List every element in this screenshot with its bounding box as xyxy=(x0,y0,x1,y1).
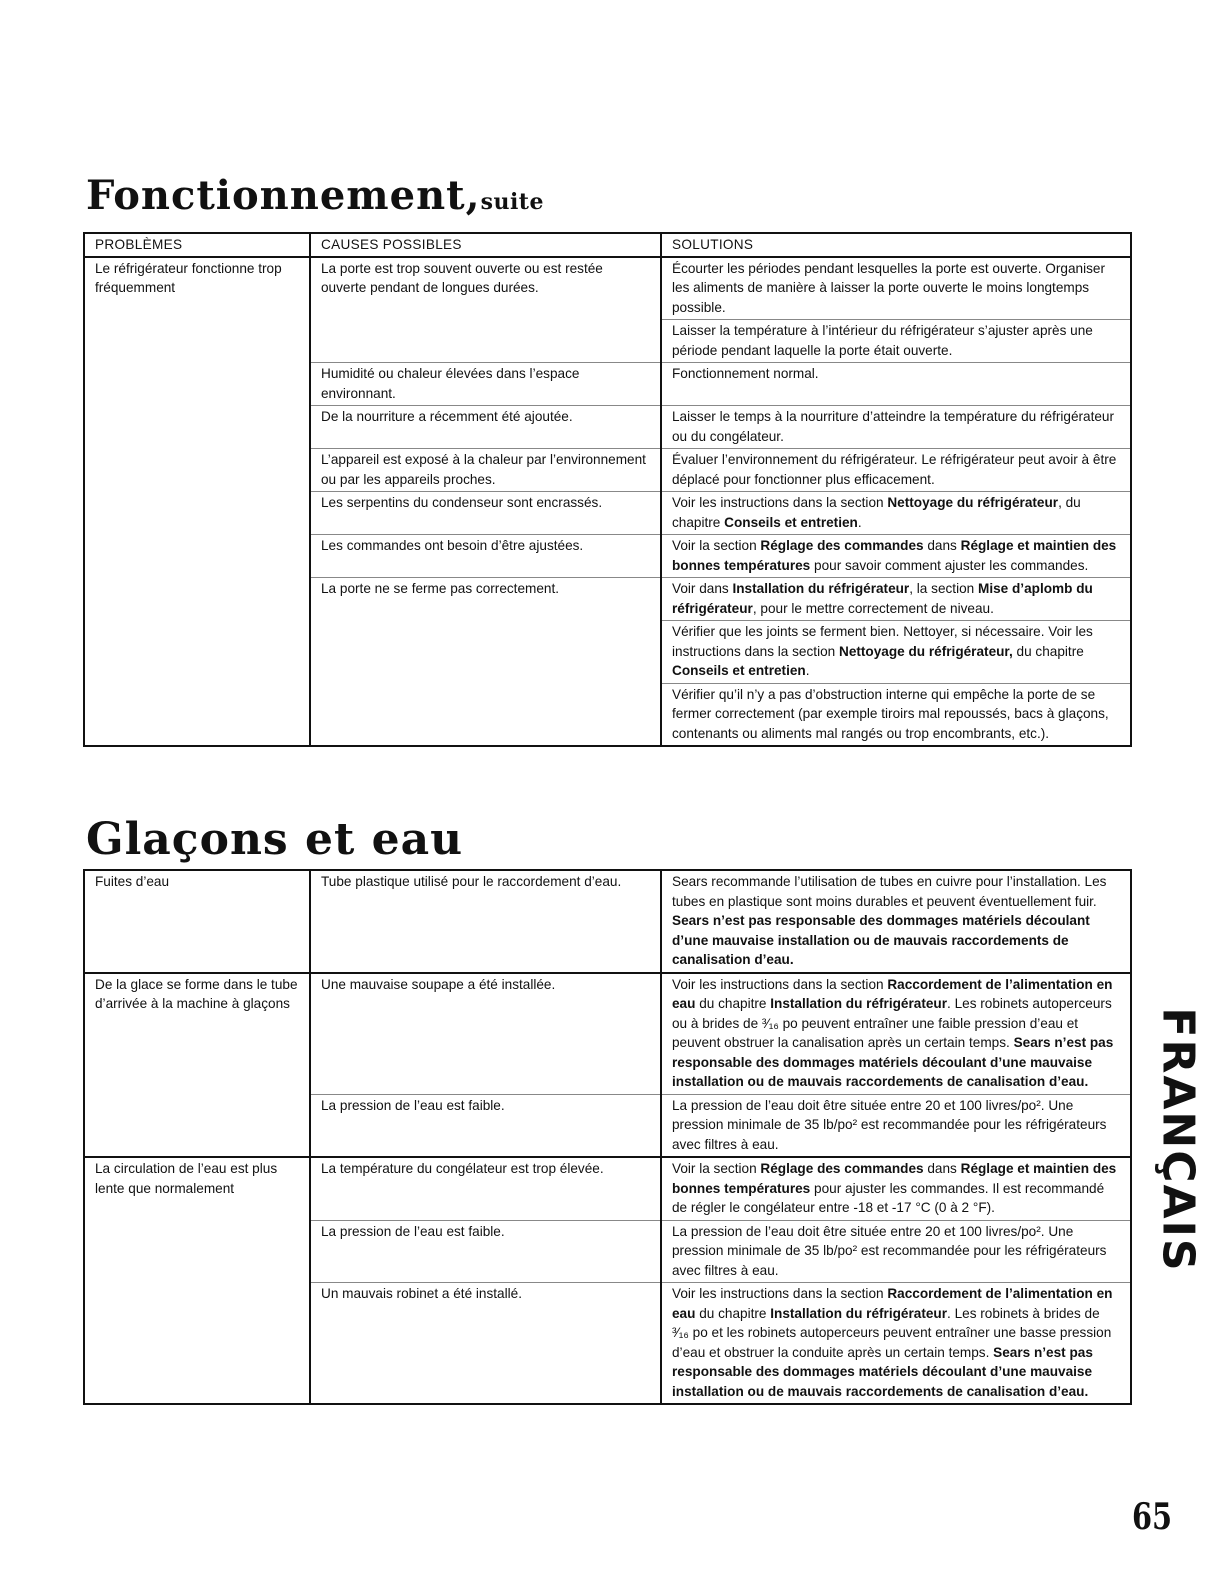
text-run: pour ajuster les commandes. Il est recommandé de régler le congélateur entre -18 et -17 °C (0 à 2 °F). xyxy=(672,1180,1105,1215)
bold-run: Réglage et maintien des bonnes températures xyxy=(672,1161,1117,1196)
table-row xyxy=(84,973,1131,1095)
text-run: Voir la section xyxy=(672,538,761,553)
text-run: , du chapitre xyxy=(672,495,1081,530)
section-title-fonctionnement xyxy=(86,172,544,219)
bold-run: Sears n’est pas responsable des dommages matériels découlant d’une mauvaise installation ou de mauvais raccordements de canalisation d’eau. xyxy=(672,1344,1093,1399)
bold-run: Sears n’est pas responsable des dommages matériels découlant d’une mauvaise installation ou de mauvais raccordements de canalisation d’eau. xyxy=(672,913,1090,967)
text-run: du chapitre xyxy=(695,996,771,1011)
solution-cell: Évaluer l’environnement du réfrigérateur. Le réfrigérateur peut avoir à être déplacé pour fonctionner plus efficacement. xyxy=(661,449,1131,492)
cause-cell: Humidité ou chaleur élevées dans l’espace environnant. xyxy=(310,363,661,406)
text-run: Voir les instructions dans la section xyxy=(672,976,888,992)
troubleshooting-table-operation xyxy=(83,232,1132,747)
troubleshooting-table-ice-water xyxy=(83,869,1132,1405)
text-run: pour savoir comment ajuster les commandes. xyxy=(810,557,1089,573)
bold-run: Conseils et entretien xyxy=(724,514,858,530)
section-title-suffix: suite xyxy=(480,189,544,215)
text-run: dans xyxy=(923,1161,961,1176)
cause-cell: La température du congélateur est trop élevée. xyxy=(310,1157,661,1220)
cause-cell: De la nourriture a récemment été ajoutée. xyxy=(310,406,661,449)
table-header-row xyxy=(84,233,1131,257)
section-title-glacons: Glaçons et eau xyxy=(86,814,464,865)
text-run: . Les robinets autoperceurs ou à brides de ³⁄₁₆ po peuvent entraîner une faible pression d’eau et peuvent obstruer la canalisation après un certain temps. xyxy=(672,996,1112,1050)
header-solutions: SOLUTIONS xyxy=(661,233,1131,257)
solution-cell xyxy=(661,1157,1131,1220)
cause-cell: La pression de l’eau est faible. xyxy=(310,1094,661,1157)
bold-run: Conseils et entretien xyxy=(672,663,806,678)
solution-cell: La pression de l’eau doit être située entre 20 et 100 livres/po². Une pression minimale de 35 lb/po² est recommandée pour les réfrigérateurs avec filtres à eau. xyxy=(661,1220,1131,1283)
cause-cell: Un mauvais robinet a été installé. xyxy=(310,1283,661,1405)
text-run: . xyxy=(857,514,862,530)
table-row xyxy=(84,1157,1131,1220)
text-run: Voir les instructions dans la section xyxy=(672,495,888,510)
text-run: , la section xyxy=(909,581,978,596)
solution-cell: Vérifier qu’il n’y a pas d’obstruction interne qui empêche la porte de se fermer correctement (par exemple tiroirs mal repoussés, bacs à glaçons, contenants ou aliments mal rangés ou trop encombrants, etc.). xyxy=(661,683,1131,746)
solution-cell: Laisser le temps à la nourriture d’atteindre la température du réfrigérateur ou du congélateur. xyxy=(661,406,1131,449)
section-title-text: Fonctionnement, xyxy=(86,172,481,219)
bold-run: Nettoyage du réfrigérateur xyxy=(887,495,1059,510)
cause-cell: Une mauvaise soupape a été installée. xyxy=(310,973,661,1095)
problem-cell: De la glace se forme dans le tube d’arrivée à la machine à glaçons xyxy=(84,973,310,1158)
bold-run: Nettoyage du réfrigérateur, xyxy=(839,643,1013,659)
solution-cell: La pression de l’eau doit être située entre 20 et 100 livres/po². Une pression minimale de 35 lb/po² est recommandée pour les réfrigérateurs avec filtres à eau. xyxy=(661,1094,1131,1157)
cause-cell: La porte est trop souvent ouverte ou est restée ouverte pendant de longues durées. xyxy=(310,257,661,363)
text-run: Voir la section xyxy=(672,1161,761,1176)
table-row xyxy=(84,870,1131,973)
cause-cell: La pression de l’eau est faible. xyxy=(310,1220,661,1283)
cause-cell: Les serpentins du condenseur sont encrassés. xyxy=(310,492,661,535)
bold-run: Installation du réfrigérateur xyxy=(732,581,910,596)
bold-run: Raccordement de l’alimentation en eau xyxy=(672,976,1113,1011)
language-side-label xyxy=(1148,1007,1208,1273)
solution-cell xyxy=(661,870,1131,973)
text-run: . Les robinets à brides de ³⁄₁₆ po et les robinets autoperceurs peuvent entraîner une basse pression d’eau et obstruer la conduite après un certain temps. xyxy=(672,1305,1112,1360)
solution-cell xyxy=(661,578,1131,621)
solution-cell xyxy=(661,1283,1131,1405)
text-run: , pour le mettre correctement de niveau. xyxy=(752,600,994,616)
bold-run: Raccordement de l’alimentation en eau xyxy=(672,1286,1113,1321)
problem-cell: Fuites d’eau xyxy=(84,870,310,973)
bold-run: Réglage des commandes xyxy=(760,538,924,553)
cause-cell: Tube plastique utilisé pour le raccordement d’eau. xyxy=(310,870,661,973)
solution-cell: Écourter les périodes pendant lesquelles la porte est ouverte. Organiser les aliments de manière à laisser la porte ouverte le moins longtemps possible. xyxy=(661,257,1131,320)
text-run: du chapitre xyxy=(1012,643,1084,659)
text-run: . xyxy=(805,663,810,678)
solution-cell xyxy=(661,973,1131,1095)
text-run: Voir les instructions dans la section xyxy=(672,1286,888,1301)
bold-run: Installation du réfrigérateur xyxy=(770,996,948,1011)
cause-cell: La porte ne se ferme pas correctement. xyxy=(310,578,661,747)
problem-cell: Le réfrigérateur fonctionne trop fréquemment xyxy=(84,257,310,747)
bold-run: Réglage des commandes xyxy=(760,1161,924,1176)
solution-cell: Laisser la température à l’intérieur du réfrigérateur s’ajuster après une période pendant laquelle la porte était ouverte. xyxy=(661,320,1131,363)
page-number: 65 xyxy=(1132,1496,1173,1538)
cause-cell: Les commandes ont besoin d’être ajustées. xyxy=(310,535,661,578)
bold-run: Sears n’est pas responsable des dommages matériels découlant d’une mauvaise installation ou de mauvais raccordements de canalisation d’eau. xyxy=(672,1035,1114,1089)
solution-cell xyxy=(661,621,1131,684)
cause-cell: L’appareil est exposé à la chaleur par l’environnement ou par les appareils proches. xyxy=(310,449,661,492)
text-run: du chapitre xyxy=(695,1305,771,1321)
solution-cell: Fonctionnement normal. xyxy=(661,363,1131,406)
table-row xyxy=(84,257,1131,320)
text-run: Sears recommande l’utilisation de tubes en cuivre pour l’installation. Les tubes en plastique sont moins durables et peuvent éventuellement fuir. xyxy=(672,874,1107,909)
text-run: Vérifier que les joints se ferment bien. Nettoyer, si nécessaire. Voir les instructions dans la section xyxy=(672,624,1093,659)
bold-run: Réglage et maintien des bonnes températures xyxy=(672,538,1117,573)
text-run: Voir dans xyxy=(672,581,733,596)
header-problems: PROBLÈMES xyxy=(84,233,310,257)
bold-run: Installation du réfrigérateur xyxy=(770,1305,948,1321)
solution-cell xyxy=(661,535,1131,578)
problem-cell: La circulation de l’eau est plus lente que normalement xyxy=(84,1157,310,1404)
solution-cell xyxy=(661,492,1131,535)
text-run: dans xyxy=(923,538,961,553)
language-side-label-text: FRANÇAIS xyxy=(1152,1007,1204,1273)
bold-run: Mise d’aplomb du réfrigérateur xyxy=(672,581,1093,616)
header-causes: CAUSES POSSIBLES xyxy=(310,233,661,257)
